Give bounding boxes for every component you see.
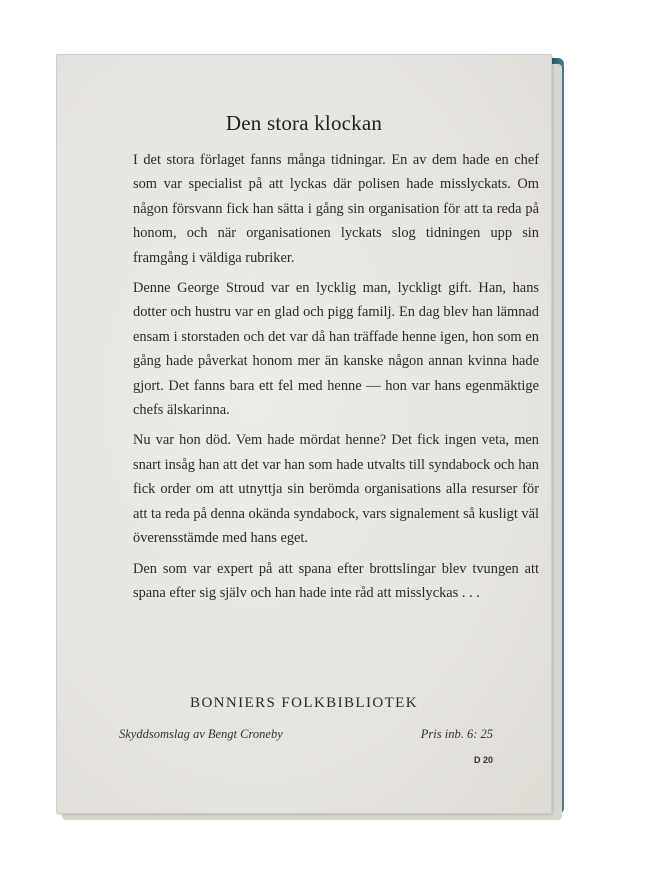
- book-back-cover: [56, 54, 552, 814]
- blurb-paragraph-4: Den som var expert på att spana efter brottslingar blev tvungen att spana efter sig själv och han hade inte råd att misslyckas . . .: [133, 560, 539, 601]
- catalog-code: D 20: [473, 755, 493, 765]
- blurb-paragraph-3: Nu var hon död. Vem hade mördat henne? Det fick ingen veta, men snart insåg han att det var han som hade utvalts till syndabock och han fick order om att utnyttja sin berömda organisations alla resurser för att ta reda på denna okända syndabock, vars signalement så kusligt väl överensstämde med hans eget.: [133, 432, 540, 547]
- blurb-paragraph-1: I det stora förlaget fanns många tidningar. En av dem hade en chef som var specialist på att lyckas där polisen hade misslyckats. Om någon försvann fick han sätta i gång sin organisation för att ta reda på honom, och när organisationen lyckats slog tidningen upp sin framgång i väldiga rubriker.: [133, 152, 539, 266]
- price-label: Pris inb. 6: 25: [420, 727, 493, 741]
- blurb-paragraph-2: Denne George Stroud var en lycklig man, lyckligt gift. Han, hans dotter och hustru var en glad och pigg familj. En dag blev han lämnad ensam i storstaden och det var då han träffade henne igen, hon som en gång hade påverkat honom mer än kanske någon annan kvinna hade gjort. Det fanns bara ett fel med henne — hon var hans egenmäktige chefs älskarinna.: [133, 280, 539, 419]
- publisher-series: BONNIERS FOLKBIBLIOTEK: [190, 695, 418, 711]
- blurb-text: [133, 148, 539, 605]
- book-title: Den stora klockan: [225, 111, 383, 135]
- cover-credit: Skyddsomslag av Bengt Croneby: [119, 727, 283, 741]
